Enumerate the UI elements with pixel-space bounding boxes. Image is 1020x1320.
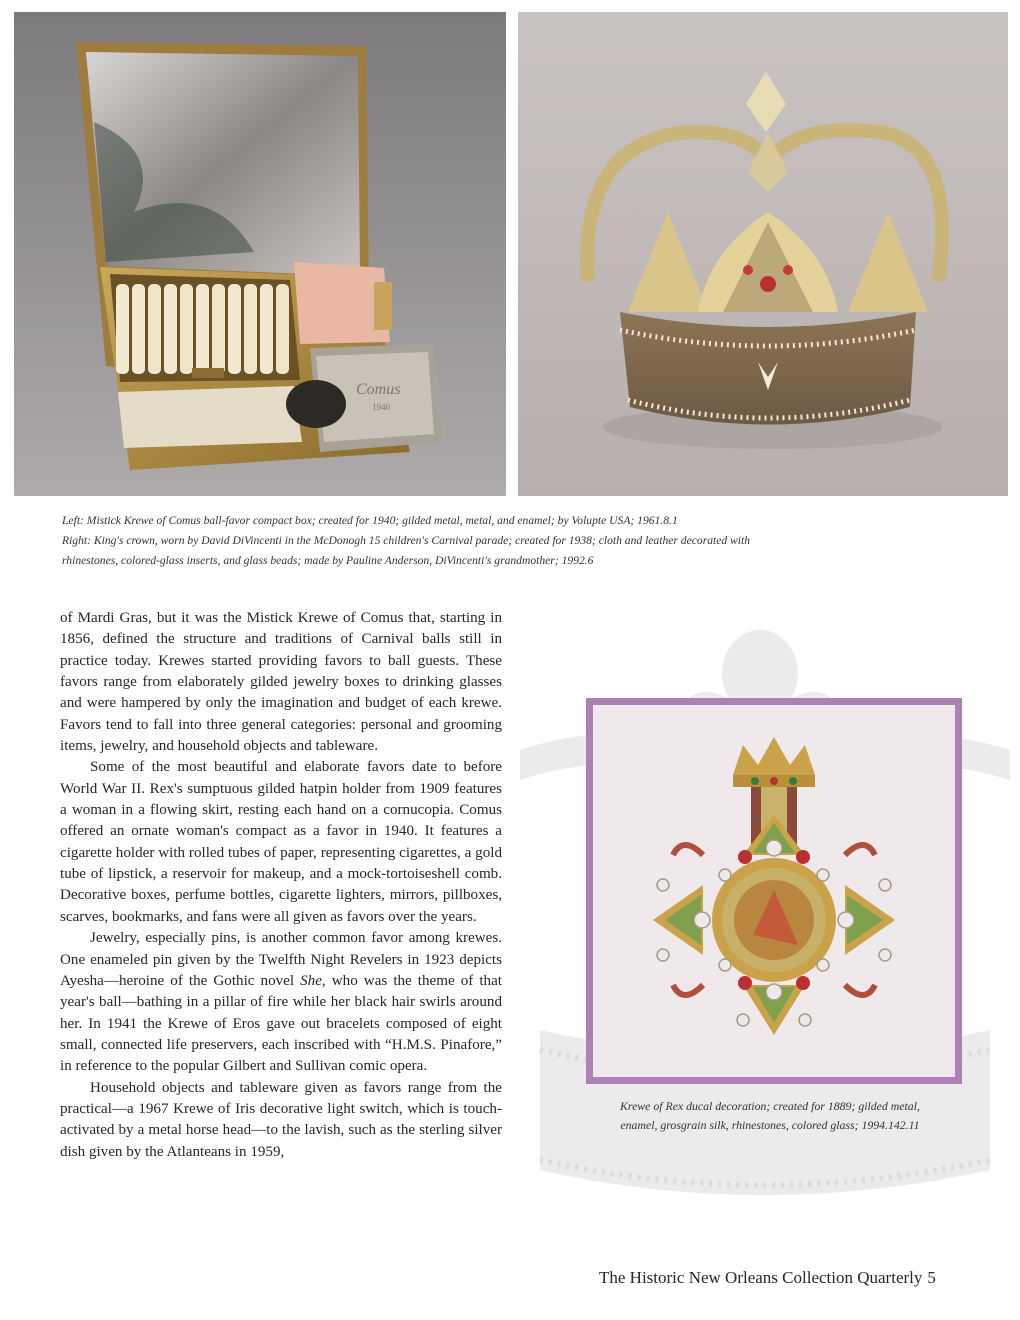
paragraph-3-start: Jewelry, especially pins, is another common favor among krewes. One enameled pin given by the Twelfth Night Revelers in 1923 depicts Ayesha—heroine of the Gothic novel <box>60 930 502 989</box>
paragraph-3 <box>60 928 502 1077</box>
kings-crown-photo <box>518 12 1008 496</box>
top-photo-caption <box>62 511 962 571</box>
paragraph-4: Household objects and tableware given as favors range from the practical—a 1967 Krewe of Iris decorative light switch, which is touch-activated by a metal horse head—to the lavish, such as the sterling silver dish given by the Atlanteans in 1959, <box>60 1079 502 1160</box>
publication-title: The Historic New Orleans Collection Quarterly <box>599 1268 923 1287</box>
rex-caption-line-2: enamel, grosgrain silk, rhinestones, colored glass; 1994.142.11 <box>620 1118 920 1132</box>
engraving-name: Comus <box>356 381 401 398</box>
paragraph-1: of Mardi Gras, but it was the Mistick Krewe of Comus that, starting in 1856, defined the structure and traditions of Carnival balls still in practice today. Krewes started providing favors to ball guests. These favors range from elaborately gilded jewelry boxes to drinking glasses and were hampered by only the imagination and budget of each krewe. Favors tend to fall into three general categories: personal and grooming items, jewelry, and household objects and tableware. <box>60 610 502 755</box>
rex-caption <box>570 1097 970 1135</box>
caption-line-right: Right: King's crown, worn by David DiVincenti in the McDonogh 15 children's Carnival parade; created for 1938; cloth and leather decorated with <box>62 534 751 547</box>
rex-decoration-photo <box>586 698 962 1084</box>
caption-line-right-cont: rhinestones, colored-glass inserts, and glass beads; made by Pauline Anderson, DiVincenti's grandmother; 1992.6 <box>62 554 594 567</box>
compact-box-photo <box>14 12 506 496</box>
paragraph-3-end: , who was the theme of that year's ball—bathing in a pillar of fire while her black hair swirls around her. In 1941 the Krewe of Eros gave out bracelets composed of eight small, connected life preservers, each inscribed with “H.M.S. Pinafore,” in reference to the popular Gilbert and Sullivan comic opera. <box>60 972 502 1075</box>
rex-caption-line-1: Krewe of Rex ducal decoration; created for 1889; gilded metal, <box>620 1099 920 1113</box>
caption-line-left: Left: Mistick Krewe of Comus ball-favor compact box; created for 1940; gilded metal, metal, and enamel; by Volupte USA; 1961.8.1 <box>62 514 678 527</box>
article-body <box>60 608 502 1163</box>
engraving-year: 1940 <box>372 402 390 412</box>
cigarette-tubes <box>116 284 289 374</box>
novel-title: She <box>300 972 322 989</box>
page-number: 5 <box>927 1268 936 1287</box>
paragraph-2: Some of the most beautiful and elaborate favors date to before World War II. Rex's sumptuous gilded hatpin holder from 1909 features a woman in a flowing skirt, resting each hand on a cornucopia. Comus offered an ornate woman's compact as a favor in 1940. It features a cigarette holder with rolled tubes of paper, representing cigarettes, a gold tube of lipstick, a reservoir for makeup, and a mock-tortoiseshell comb. Decorative boxes, perfume bottles, cigarette lighters, mirrors, pillboxes, scarves, bookmarks, and fans were all given as favors over the years. <box>60 759 502 925</box>
page-footer <box>599 1268 936 1288</box>
